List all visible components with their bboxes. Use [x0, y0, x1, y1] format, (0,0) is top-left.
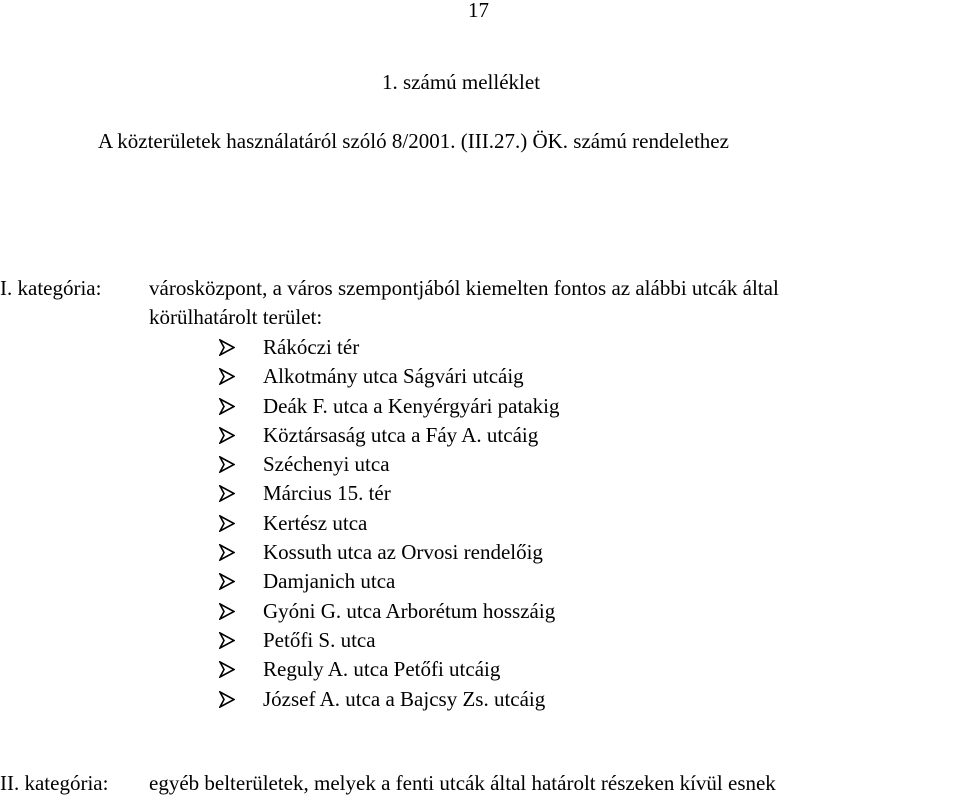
arrowhead-bullet-icon — [219, 483, 263, 502]
arrowhead-bullet-icon — [219, 454, 263, 473]
street-name: József A. utca a Bajcsy Zs. utcáig — [263, 686, 546, 711]
street-name: Reguly A. utca Petőfi utcáig — [263, 657, 501, 682]
street-list-item — [219, 454, 559, 483]
street-name: Kossuth utca az Orvosi rendelőig — [263, 540, 543, 565]
street-list-item — [219, 510, 559, 542]
arrowhead-bullet-icon — [219, 366, 263, 385]
arrowhead-bullet-icon — [219, 337, 263, 356]
street-name: Gyóni G. utca Arborétum hosszáig — [263, 598, 556, 623]
annex-title: 1. számú melléklet — [382, 70, 541, 94]
street-list-item — [219, 422, 559, 454]
street-list-item — [219, 659, 559, 688]
arrowhead-bullet-icon — [219, 689, 263, 708]
page-number: 17 — [468, 0, 489, 22]
street-list-item — [219, 627, 559, 659]
arrowhead-bullet-icon — [219, 601, 263, 620]
street-list-item — [219, 571, 559, 600]
category-1-description-line-2: körülhatárolt terület: — [149, 305, 323, 329]
street-list-item — [219, 366, 559, 395]
category-2-label: II. kategória: — [0, 771, 109, 795]
street-list-item — [219, 542, 559, 571]
street-list-item — [219, 393, 560, 425]
street-name: Damjanich utca — [263, 569, 396, 594]
street-list — [219, 337, 559, 718]
street-list-item — [219, 598, 559, 630]
street-name: Petőfi S. utca — [263, 627, 376, 652]
arrowhead-bullet-icon — [219, 659, 263, 678]
street-list-item — [219, 686, 559, 718]
street-name: Rákóczi tér — [263, 335, 360, 359]
street-list-item — [219, 337, 559, 366]
arrowhead-bullet-icon — [219, 513, 263, 532]
arrowhead-bullet-icon — [219, 630, 263, 649]
street-name: Köztársaság utca a Fáy A. utcáig — [263, 422, 539, 447]
category-1-label: I. kategória: — [0, 276, 102, 300]
arrowhead-bullet-icon — [219, 396, 263, 415]
arrowhead-bullet-icon — [219, 425, 263, 444]
category-1-description-line-1: városközpont, a város szempontjából kiemelten fontos az alábbi utcák által — [149, 276, 779, 300]
street-name: Március 15. tér — [263, 481, 391, 506]
street-name: Széchenyi utca — [263, 452, 390, 477]
street-list-item — [219, 483, 559, 512]
annex-subtitle: A közterületek használatáról szóló 8/2001. (III.27.) ÖK. számú rendelethez — [98, 129, 729, 153]
street-name: Deák F. utca a Kenyérgyári patakig — [263, 393, 560, 418]
street-name: Alkotmány utca Ságvári utcáig — [263, 364, 524, 389]
arrowhead-bullet-icon — [219, 542, 263, 561]
arrowhead-bullet-icon — [219, 571, 263, 590]
category-2-description: egyéb belterületek, melyek a fenti utcák által határolt részeken kívül esnek — [149, 771, 776, 795]
street-name: Kertész utca — [263, 510, 368, 535]
